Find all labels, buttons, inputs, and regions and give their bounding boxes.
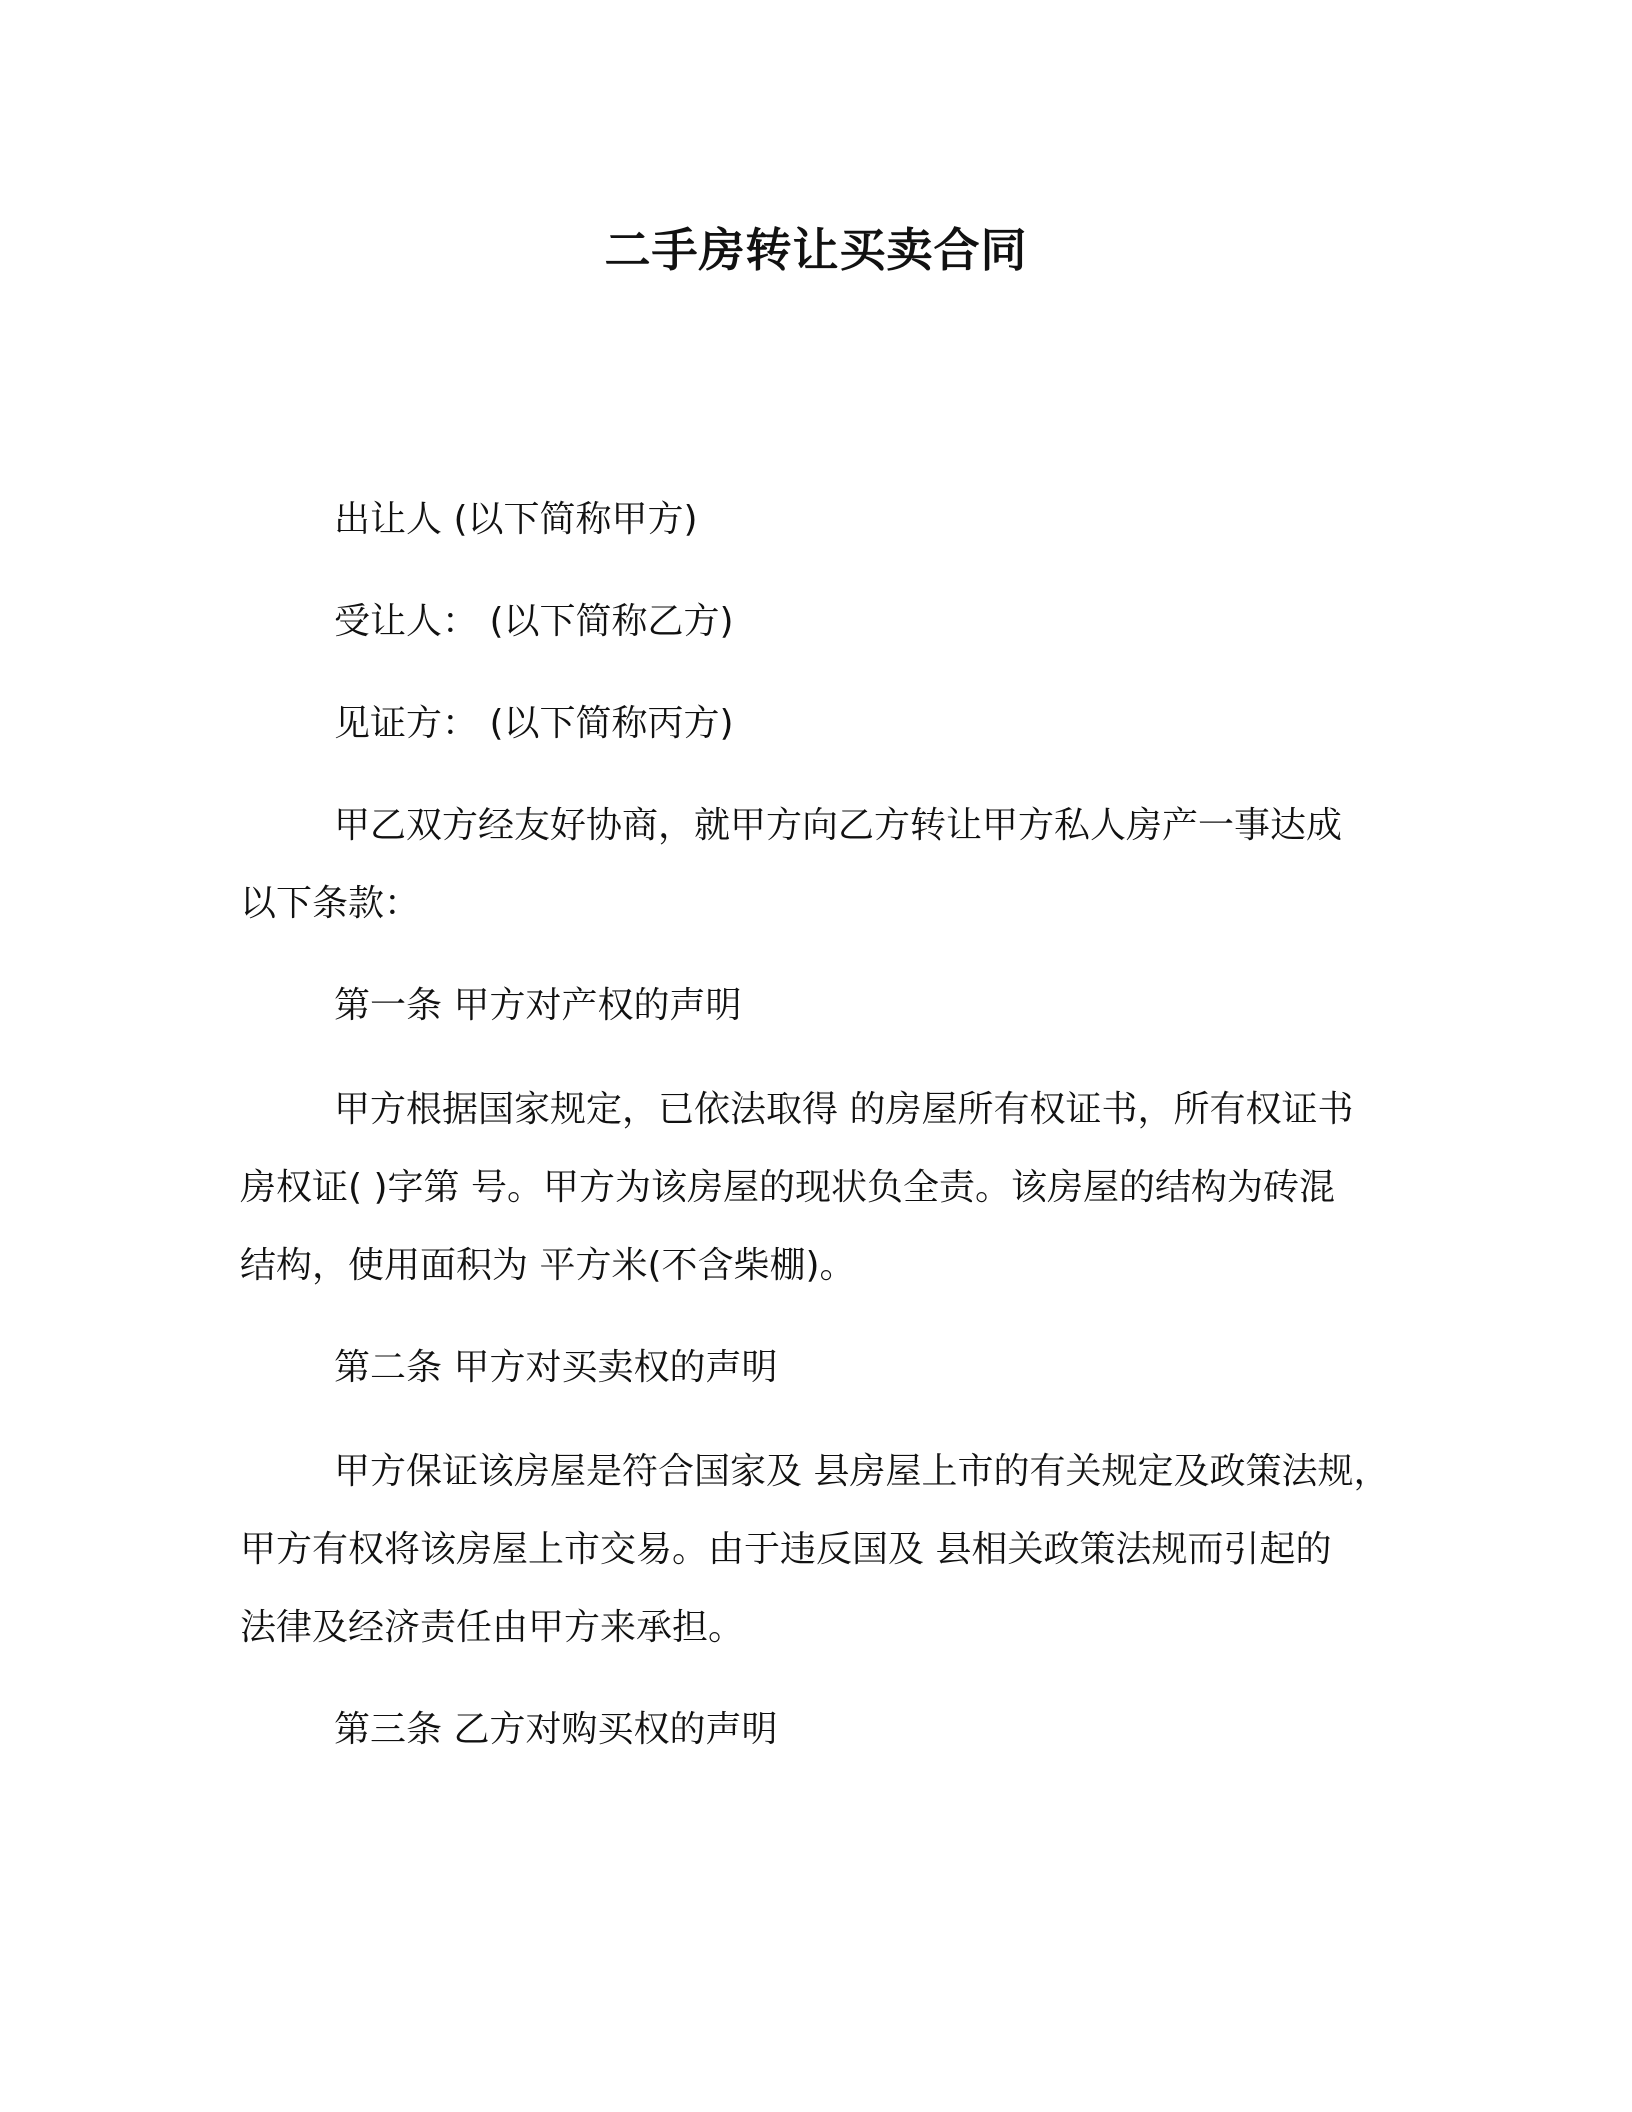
article-1-line-2: 房权证( )字第 号。甲方为该房屋的现状负全责。该房屋的结构为砖混: [240, 1167, 1335, 1208]
preamble-line-1: 甲乙双方经友好协商，就甲方向乙方转让甲方私人房产一事达成: [334, 805, 1343, 846]
article-2-line-3: 法律及经济责任由甲方来承担。: [240, 1607, 745, 1648]
party-buyer: 受让人： (以下简称乙方): [334, 601, 734, 642]
article-2-line-1: 甲方保证该房屋是符合国家及 县房屋上市的有关规定及政策法规，: [334, 1451, 1390, 1492]
article-2-line-2: 甲方有权将该房屋上市交易。由于违反国及 县相关政策法规而引起的: [240, 1529, 1332, 1570]
article-2-heading: 第二条 甲方对买卖权的声明: [334, 1347, 778, 1388]
document-title: 二手房转让买卖合同: [604, 223, 1028, 277]
article-1-line-3: 结构，使用面积为 平方米(不含柴棚)。: [240, 1245, 856, 1286]
party-witness: 见证方： (以下简称丙方): [334, 703, 734, 744]
article-1-heading: 第一条 甲方对产权的声明: [334, 985, 742, 1026]
article-1-line-1: 甲方根据国家规定，已依法取得 的房屋所有权证书，所有权证书: [334, 1089, 1354, 1130]
party-seller: 出让人 (以下简称甲方): [334, 499, 698, 540]
preamble-line-2: 以下条款：: [240, 883, 421, 924]
article-3-heading: 第三条 乙方对购买权的声明: [334, 1709, 778, 1750]
